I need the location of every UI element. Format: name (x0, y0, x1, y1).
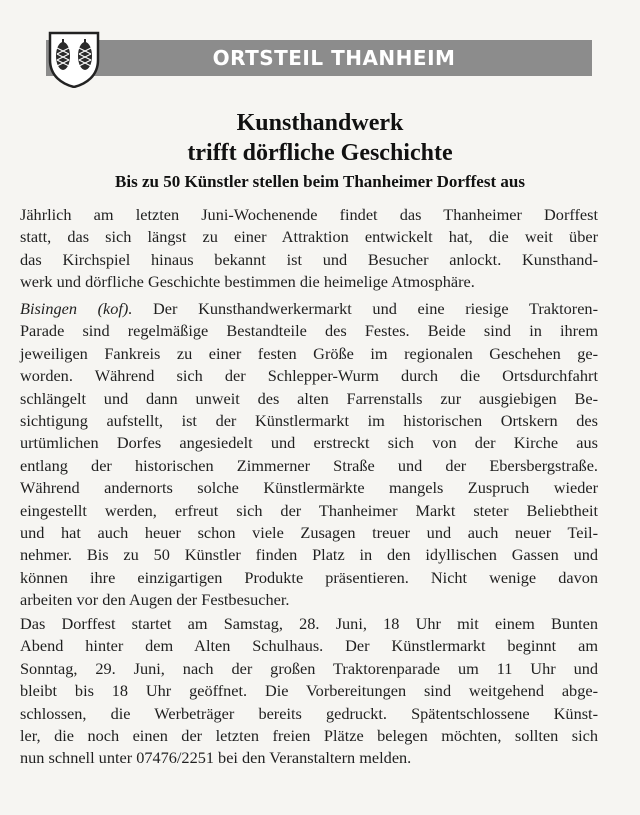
section-banner (46, 40, 592, 76)
text-line: bleibt bis 18 Uhr geöffnet. Die Vorbereitungen sind weitgehend abge- (20, 681, 598, 701)
text-line: sichtigung aufstellt, ist der Künstlermarkt im historischen Ortskern des (20, 411, 598, 431)
text-line: schlossen, die Werbeträger bereits gedruckt. Spätentschlossene Künst- (20, 703, 598, 723)
text-line: schlängelt und dann unweit des alten Farrenstalls zur ausgiebigen Be- (20, 388, 598, 408)
headline-line-1: Kunsthandwerk (236, 110, 404, 136)
text-line: und hat auch heuer schon viele Zusagen treuer und auch neuer Teil- (20, 523, 598, 543)
closing-paragraph (20, 613, 598, 770)
text-line: worden. Während sich der Schlepper-Wurm durch die Ortsdurchfahrt (20, 366, 598, 386)
dateline: Bisingen (kof). (20, 299, 133, 318)
text-line-rest: Der Kunsthandwerkermarkt und eine riesige Traktoren- (132, 299, 598, 318)
text-line: nun schnell unter 07476/2251 bei den Veranstaltern melden. (20, 748, 412, 768)
text-line-first (20, 298, 598, 320)
text-line: entlang der historischen Zimmerner Straße und der Ebersbergstraße. (20, 455, 598, 475)
text-line: jeweiligen Fankreis zu einer festen Größe im regionalen Geschehen ge- (20, 343, 598, 363)
headline-line-2: trifft dörfliche Geschichte (187, 140, 453, 166)
article-subheadline: Bis zu 50 Künstler stellen beim Thanheimer Dorffest aus (115, 172, 525, 191)
article-headline (0, 108, 640, 168)
text-line: nehmer. Bis zu 50 Künstler finden Platz in den idyllischen Gassen und (20, 545, 598, 565)
text-line: werk und dörfliche Geschichte bestimmen die heimelige Atmosphäre. (20, 272, 475, 292)
section-title: ORTSTEIL THANHEIM (212, 46, 456, 70)
text-line: urtümlichen Dorfes angesiedelt und erstreckt sich von der Kirche aus (20, 433, 598, 453)
text-line: Parade sind regelmäßige Bestandteile des Festes. Beide sind in ihrem (20, 321, 598, 341)
text-line: Sonntag, 29. Juni, nach der großen Traktorenparade um 11 Uhr und (20, 658, 598, 678)
text-line: eingestellt werden, erfreut sich der Thanheimer Markt steter Beliebtheit (20, 500, 598, 520)
text-line: Während andernorts solche Künstlermärkte mangels Zuspruch wieder (20, 478, 598, 498)
text-line: arbeiten vor den Augen der Festbesucher. (20, 590, 290, 610)
intro-paragraph (20, 204, 598, 294)
text-line: können ihre einzigartigen Produkte präsentieren. Nicht wenige davon (20, 567, 598, 587)
body-paragraph (20, 298, 598, 612)
text-line: Abend hinter dem Alten Schulhaus. Der Künstlermarkt beginnt am (20, 636, 598, 656)
text-line: statt, das sich längst zu einer Attraktion entwickelt hat, die weit über (20, 227, 598, 247)
text-line: ler, die noch einen der letzten freien Plätze belegen möchten, sollten sich (20, 726, 598, 746)
text-line: Das Dorffest startet am Samstag, 28. Juni, 18 Uhr mit einem Bunten (20, 614, 598, 633)
town-crest-icon (46, 30, 102, 88)
text-line: Jährlich am letzten Juni-Wochenende findet das Thanheimer Dorffest (20, 205, 598, 224)
text-line: das Kirchspiel hinaus bekannt ist und Besucher anlockt. Kunsthand- (20, 249, 598, 269)
